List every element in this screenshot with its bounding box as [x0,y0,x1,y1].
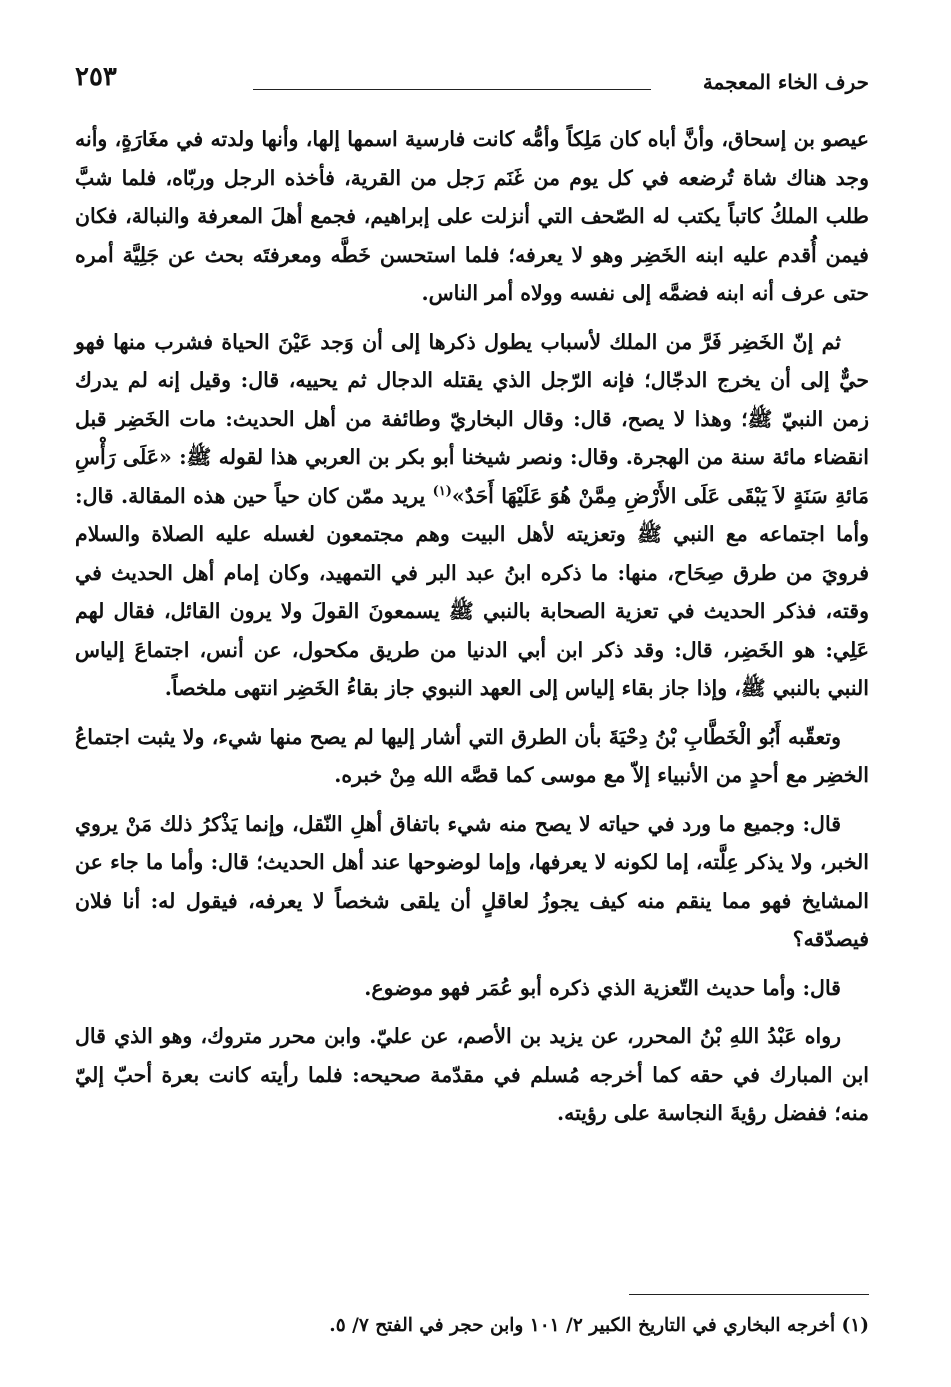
page-number: ٢٥٣ [75,62,117,92]
header-rule [253,89,651,90]
paragraph-2-continuation: يريد ممّن كان حياً حين هذه المقالة. قال: وأما اجتماعه مع النبي ﷺ وتعزيته لأهل البيت وهم مجتمعون لغسله عليه الصلاة والسلام فرويَ من طرق صِحَاح، منها: ما ذكره ابنُ عبد البر في التمهيد، وكان إمام أهل الحديث في وقته، فذكر الحديث في تعزية الصحابة بالنبي ﷺ يسمعونَ القولَ ولا يرون القائل، فقال لهم عَلِي: هو الخَضِر، قال: وقد ذكر ابن أبي الدنيا من طريق مكحول، عن أنس، اجتماعَ إلياس النبي بالنبي ﷺ، وإذا جاز بقاء إلياس إلى العهد النبوي جاز بقاءُ الخَضِر انتهى ملخصاً. [75,483,869,700]
footnote: (١) أخرجه البخاري في التاريخ الكبير ٢/ ١٠١ وابن حجر في الفتح ٧/ ٥. [329,1315,869,1336]
footnote-rule [629,1294,869,1295]
paragraph-2-text: ثم إنّ الخَضِر فَرَّ من الملك لأسباب يطول ذكرها إلى أن وَجد عَيْنَ الحياة فشرب منها فهو حيٌّ إلى أن يخرج الدجّال؛ فإنه الرّجل الذي يقتله الدجال ثم يحييه، قال: وقيل إنه لم يدرك زمن النبيّ ﷺ؛ وهذا لا يصح، قال: وقال البخاريّ وطائفة من أهل الحديث: مات الخَضِر قبل انقضاء مائة سنة من الهجرة. وقال: ونصر شيخنا أبو بكر بن العربي هذا لقوله ﷺ: «عَلَى رَأْسِ مَائةِ سَنَةٍ لاَ يَبْقَى عَلَى الأَرْضِ مِمَّنْ هُوَ عَلَيْهَا أَحَدٌ» [75,329,869,508]
paragraph-5: قال: وأما حديث التّعزية الذي ذكره أبو عُمَر فهو موضوع. [364,975,841,1000]
paragraph-3: وتعقّبه أَبُو الْخَطَّابِ بْنُ دِحْيَةَ بأن الطرق التي أشار إليها لم يصح منها شيء، ولا يثبت اجتماعُ الخضِر مع أحدٍ من الأنبياء إلاّ مع موسى كما قصَّه الله مِنْ خبره. [75,724,869,787]
page-body [75,120,869,1133]
paragraph-2 [75,323,869,708]
paragraph-4: قال: وجميع ما ورد في حياته لا يصح منه شيء باتفاق أهلِ النّقل، وإنما يَذْكرُ ذلك مَنْ يروي الخبر، ولا يذكر عِلَّته، إما لكونه لا يعرفها، وإما لوضوحها عند أهل الحديث؛ قال: وأما ما جاء عن المشايخ فهو مما ينقم منه كيف يجوزُ لعاقلٍ أن يلقى شخصاً لا يعرفه، فيقول له: أنا فلان فيصدّقه؟ [75,811,869,951]
footnote-reference: (١) [432,483,452,499]
footnote-area [75,1294,869,1341]
paragraph-6: رواه عَبْدُ اللهِ بْنُ المحرر، عن يزيد بن الأصم، عن عليّ. وابن محرر متروك، وهو الذي قال ابن المبارك في حقه كما أخرجه مُسلم في مقدّمة صحيحه: فلما رأيته كانت بعرة أحبّ إليّ منه؛ ففضل رؤيةَ النجاسة على رؤيته. [75,1024,869,1125]
paragraph-1: عيصو بن إسحاق، وأنَّ أباه كان مَلِكاً وأمُّه كانت فارسية اسمها إلها، وأنها ولدته في مغَارَةٍ، وأنه وجد هناك شاة تُرضعه في كل يوم من غَنَم رَجل من القرية، فأخذه الرجل وربّاه، فلما شبَّ طلب الملكُ كاتباً يكتب له الصّحف التي أنزلت على إبراهيم، فجمع أهلَ المعرفة والنبالة، فكان فيمن أُقدم عليه ابنه الخَضِر وهو لا يعرفه؛ فلما استحسن خَطَّه ومعرفتَه بحث عن جَلِيَّة أمره حتى عرف أنه ابنه فضمَّه إلى نفسه وولاه أمر الناس. [75,127,869,305]
running-head: حرف الخاء المعجمة [702,70,869,94]
page-header [75,62,869,102]
